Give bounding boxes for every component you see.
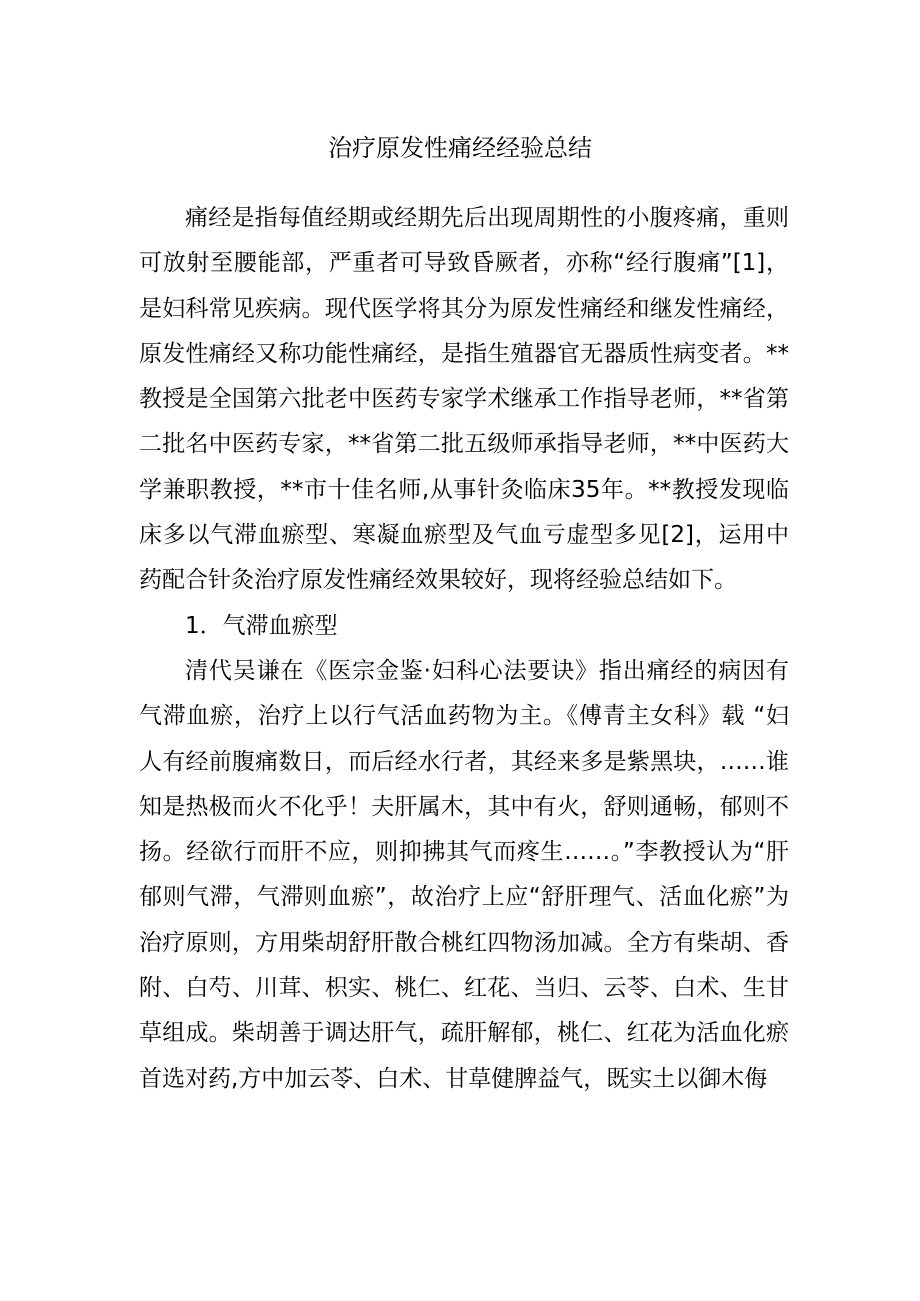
section-heading: 1．气滞血瘀型: [185, 612, 338, 639]
intro-paragraph: 痛经是指每值经期或经期先后出现周期性的小腹疼痛，重则可放射至腰能部，严重者可导致昏厥者，亦称“经行腹痛”[1]，是妇科常见疾病。现代医学将其分为原发性痛经和继发性痛经，原发性痛经又称功能性痛经，是指生殖器官无器质性病变者。**教授是全国第六批老中医药专家学术继承工作指导老师，**省第二批名中医药专家，**省第二批五级师承指导老师，**中医药大学兼职教授，**市十佳名师,从事针灸临床35年。**教授发现临床多以气滞血瘀型、寒凝血瘀型及气血亏虚型多见[2]，运用中药配合针灸治疗原发性痛经效果较好，现将经验总结如下。: [139, 205, 789, 594]
section-paragraph: 清代吴谦在《医宗金鉴·妇科心法要诀》指出痛经的病因有气滞血瘀，治疗上以行气活血药物为主。《傅青主女科》载 “妇人有经前腹痛数日，而后经水行者，其经来多是紫黑块，……谁知是热极而火不化乎！夫肝属木，其中有火，舒则通畅，郁则不扬。经欲行而肝不应，则抑拂其气而疼生……。”李教授认为“肝郁则气滞，气滞则血瘀”，故治疗上应“舒肝理气、活血化瘀”为治疗原则，方用柴胡舒肝散合桃红四物汤加减。全方有柴胡、香附、白芍、川茸、枳实、桃仁、红花、当归、云苓、白术、生甘草组成。柴胡善于调达肝气，疏肝解郁，桃仁、红花为活血化瘀首选对药,方中加云苓、白术、甘草健脾益气，既实土以御木侮: [139, 657, 789, 1092]
document-body: [139, 196, 789, 1102]
document-title: 治疗原发性痛经经验总结: [328, 134, 592, 162]
